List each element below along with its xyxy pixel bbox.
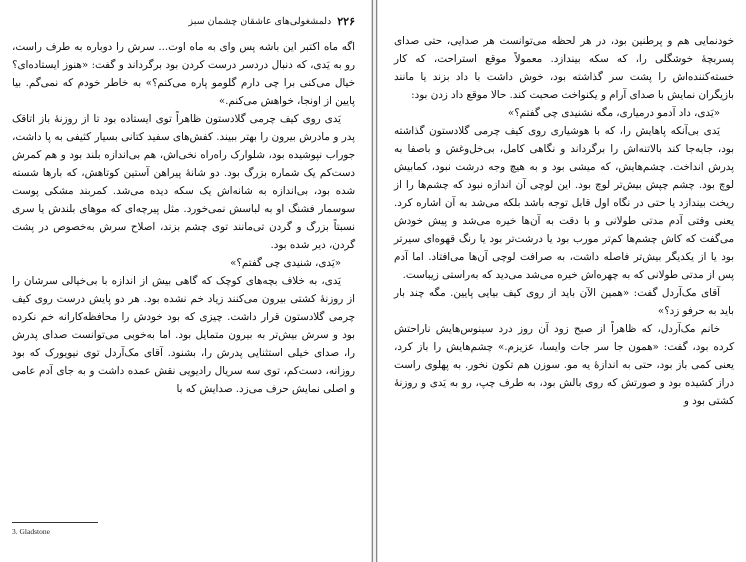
paragraph: «یَدی، داد آدمو درمیاری، مگه نشنیدی چی گفتم؟» (507, 107, 720, 119)
paragraph: آقای مک‌آردل گفت: «همین الآن باید از روی کیف بیایی پایین. مگه چند بار باید به حرفو زد؟» (394, 287, 734, 317)
paragraph: خودنمایی هم و پرطنین بود، در هر لحظه می‌توانست هر صدایی، حتی صدای پسربچهٔ خوشگلی را، که سکه بیندازد. معمولاً موقع استراحت، که کار خسته‌کننده‌اش را پشت سر گذاشته بود، خوش داشت با داد بزند یا مانند بازیگران نمایش با صدای آرام و یکنواخت صحبت کند. حالا موقع داد زدن بود: (394, 35, 734, 101)
running-head (12, 14, 355, 30)
paragraph: اگه ماه اکتبر این باشه پس وای به ماه اوت... سرش را دوباره به طرف راست، رو به یَدی، که دنبال دردسر درست کردن بود برگرداند و گفت: «هنوز ایستاده‌ای؟ خیال می‌کنی برا چی دارم گلومو پاره می‌کنم؟» به خاطر خودم که نمی‌گم. بیا پایین از اونجا، خواهش می‌کنم.» (12, 41, 355, 107)
footnote: 3. Gladstone (12, 527, 50, 536)
running-title: دلمشغولی‌های عاشقان چشمان سبز (188, 16, 332, 27)
paragraph: یَدی، به خلاف بچه‌های کوچک که گاهی بیش از اندازه با بی‌خیالی سرشان را از روزنهٔ کشتی بیرون می‌کنند زیاد خم نشده بود. هر دو پایش درست روی کیف چرمی گلادستون قرار داشت. چیزی که بود خودش را محافظه‌کارانه خم نکرده بود و سرش بیش‌تر به بیرون متمایل بود. اما به‌خوبی می‌توانست صدای پدرش را، صدای خیلی استثنایی پدرش را، بشنود. آقای مک‌آردل توی نیویورک که بود روزانه، دست‌کم، توی سه سریال رادیویی نقش عمده داشت و به جای آدم عامی و اصلی نمایش حرف می‌زد. صدایش که با (12, 275, 355, 395)
gutter-line (376, 0, 377, 562)
gutter-line (372, 0, 373, 562)
paragraph: «یَدی، شنیدی چی گفتم؟» (230, 257, 341, 269)
book-gutter (371, 0, 378, 562)
left-page (0, 0, 371, 562)
right-page (378, 0, 746, 562)
paragraph: یَدی بی‌آنکه پاهایش را، که با هوشیاری روی کیف چرمی گلادستون گذاشته بود، جابه‌جا کند بالاتنه‌اش را برگرداند و نگاهی کامل، بی‌خل‌وغش و باصفا به پدرش انداخت. چشم‌هایش، که میشی بود و به هیچ وجه درشت نبود، کمابیش لوچ بود. چشم چپش بیش‌تر لوچ بود. این لوچی آن اندازه نبود که چشم‌ها را از ریخت بیندازد یا حتی در نگاه اول قابل توجه باشد بلکه می‌شد به آن اشاره کرد. یعنی وقتی آدم مدتی طولانی و با دقت به آن‌ها خیره می‌شد و پیش خودش می‌گفت که کاش چشم‌ها کم‌تر مورب بود یا درشت‌تر بود یا رنگ قهوه‌ای سیرتر بود یا از یکدیگر بیش‌تر فاصله داشت، به صرافت لوچی آن‌ها می‌افتاد. اما آدم پس از مدتی طولانی که به چهره‌اش خیره می‌شد می‌دید که به‌راستی زیباست. (394, 125, 734, 281)
page-number: ۲۲۶ (337, 15, 355, 28)
paragraph: یَدی روی کیف چرمی گلادستون ظاهراً توی ایستاده بود تا از روزنهٔ باز اتاقک پدر و مادرش بیرون را بهتر ببیند. کفش‌های سفید کتانی بسیار کثیفی به پا داشت، جوراب نپوشیده بود، شلوارک راه‌راه نخی‌اش، هم بی‌اندازه بلند بود و هم کمرش دست‌کم یک شماره بزرگ بود. دو شانهٔ پیراهن آستین کوتاهش، که بارها شسته شده بود، بی‌اندازه به شانه‌اش یک سکه دیده می‌شد. کمربند مشکی پوست سوسمار فشنگ او به لباسش نمی‌خورد. مثل پیرچه‌ای که موهای بلندش یا سری نسبتاً بزرگ و گردن تی‌مانند توی چشم بزند، اصلاح سرش به‌خصوص در پشت گردن، دیر شده بود. (12, 113, 355, 251)
footnote-divider (12, 522, 98, 523)
paragraph: خانم مک‌آردل، که ظاهراً از صبح زود آن روز درد سینوس‌هایش ناراحتش کرده بود، گفت: «همون جا سر جات وایسا، عزیزم.» چشم‌هایش را باز کرد، یعنی کمی باز بود، حتی به اندازهٔ یه مو. سوزن هم تکون نخور. به پهلوی راست دراز کشیده بود و صورتش که روی بالش بود، به طرف چپ، رو به یَدی و روزنهٔ کشتی بود و (394, 323, 734, 407)
